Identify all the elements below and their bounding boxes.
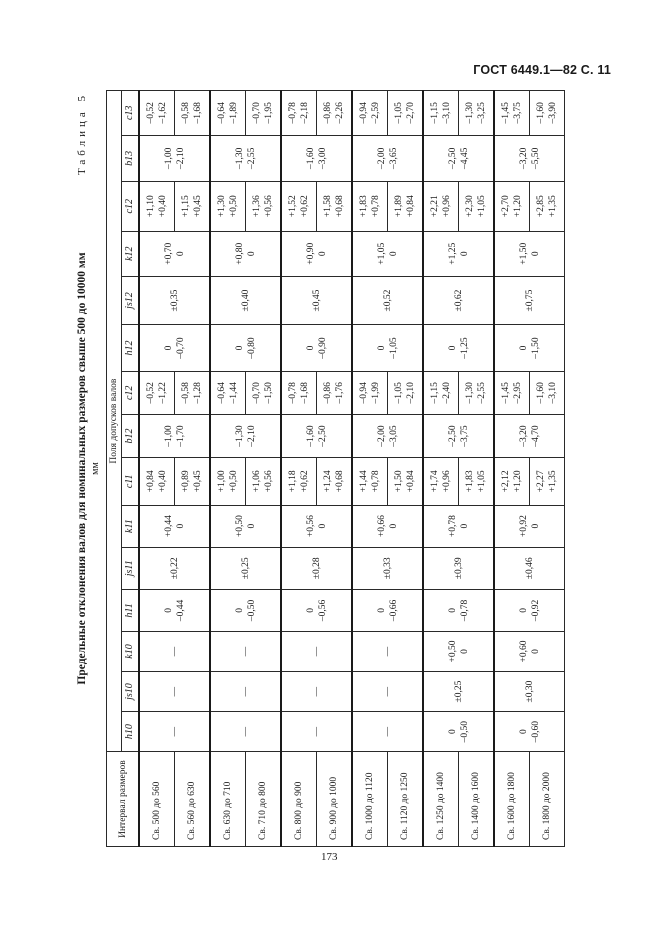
cell-c12b: +2,70 +1,20	[494, 182, 530, 232]
cell-c12b: +1,89 +0,84	[388, 182, 424, 232]
cell-h11: 0 –0,66	[352, 589, 423, 631]
cell-h11: 0 –0,44	[139, 589, 210, 631]
cell-k10: —	[352, 632, 423, 672]
cell-js10: ±0,25	[423, 672, 494, 712]
cell-h10: —	[139, 712, 210, 752]
cell-c11: +1,83 +1,05	[459, 458, 495, 505]
cell-c13: –0,78 –2,18	[281, 91, 317, 136]
cell-h10: —	[352, 712, 423, 752]
cell-k10: +0,60 0	[494, 632, 565, 672]
cell-b13: –2,50 –4,45	[423, 135, 494, 181]
cell-c12b: +2,30 +1,05	[459, 182, 495, 232]
cell-k12: +0,70 0	[139, 231, 210, 276]
cell-js12: ±0,35	[139, 276, 210, 324]
cell-k11: +0,92 0	[494, 505, 565, 547]
cell-k10: +0,50 0	[423, 632, 494, 672]
col-h11: h11	[122, 589, 140, 631]
cell-c13: –0,86 –2,26	[317, 91, 353, 136]
row-range: Св. 1400 до 1600	[459, 752, 495, 847]
table-units: мм	[90, 462, 101, 475]
table-row	[423, 91, 459, 847]
cell-js10: —	[210, 672, 281, 712]
table-body	[139, 91, 565, 847]
cell-c12b: +1,58 +0,68	[317, 182, 353, 232]
cell-h11: 0 –0,92	[494, 589, 565, 631]
cell-c12b: +1,30 +0,50	[210, 182, 246, 232]
cell-c12: –0,58 –1,28	[175, 371, 211, 414]
cell-h12: 0 –0,70	[139, 325, 210, 371]
cell-c12: –1,05 –2,10	[388, 371, 424, 414]
cell-c12: –0,52 –1,22	[139, 371, 175, 414]
cell-c11: +1,44 +0,78	[352, 458, 388, 505]
table-row	[210, 91, 246, 847]
cell-c12b: +1,83 +0,78	[352, 182, 388, 232]
cell-js12: ±0,75	[494, 276, 565, 324]
cell-c11: +2,12 +1,20	[494, 458, 530, 505]
col-c13: c13	[122, 91, 140, 136]
cell-k12: +0,80 0	[210, 231, 281, 276]
col-b13: b13	[122, 135, 140, 181]
cell-b12: –2,50 –3,75	[423, 414, 494, 457]
cell-c11: +1,18 +0,62	[281, 458, 317, 505]
row-range: Св. 1000 до 1120	[352, 752, 388, 847]
cell-c11: +1,00 +0,50	[210, 458, 246, 505]
cell-c11: +1,50 +0,84	[388, 458, 424, 505]
row-range: Св. 900 до 1000	[317, 752, 353, 847]
cell-c12: –1,45 –2,95	[494, 371, 530, 414]
cell-c12b: +1,10 +0,40	[139, 182, 175, 232]
row-range: Св. 800 до 900	[281, 752, 317, 847]
cell-h11: 0 –0,50	[210, 589, 281, 631]
cell-k12: +1,05 0	[352, 231, 423, 276]
cell-h10: 0 –0,60	[494, 712, 565, 752]
cell-js10: —	[281, 672, 352, 712]
cell-h10: —	[281, 712, 352, 752]
cell-k10: —	[210, 632, 281, 672]
cell-h12: 0 –0,90	[281, 325, 352, 371]
cell-c11: +1,06 +0,56	[246, 458, 282, 505]
cell-b12: –1,00 –1,70	[139, 414, 210, 457]
cell-c13: –1,60 –3,90	[530, 91, 565, 136]
cell-c13: –0,58 –1,68	[175, 91, 211, 136]
cell-c12: –1,60 –3,10	[530, 371, 565, 414]
cell-c11: +1,24 +0,68	[317, 458, 353, 505]
cell-c12: –0,94 –1,99	[352, 371, 388, 414]
cell-c13: –0,64 –1,89	[210, 91, 246, 136]
rotated-table-block	[76, 90, 621, 847]
table-title: Предельные отклонения валов для номинальных размеров свыше 500 до 10000 мм	[76, 252, 88, 685]
cell-c13: –0,70 –1,95	[246, 91, 282, 136]
row-range: Св. 1120 до 1250	[388, 752, 424, 847]
cell-c12: –0,70 –1,50	[246, 371, 282, 414]
cell-c12b: +2,85 +1,35	[530, 182, 565, 232]
cell-k12: +1,50 0	[494, 231, 565, 276]
cell-c13: –1,30 –3,25	[459, 91, 495, 136]
col-c12b: c12	[122, 182, 140, 232]
table-row	[352, 91, 388, 847]
cell-h12: 0 –0,80	[210, 325, 281, 371]
cell-k11: +0,56 0	[281, 505, 352, 547]
cell-b13: –2,00 –3,65	[352, 135, 423, 181]
cell-h10: 0 –0,50	[423, 712, 494, 752]
col-b12: b12	[122, 414, 140, 457]
cell-js10: ±0,30	[494, 672, 565, 712]
row-range: Св. 500 до 560	[139, 752, 175, 847]
cell-k11: +0,66 0	[352, 505, 423, 547]
cell-h12: 0 –1,50	[494, 325, 565, 371]
cell-h12: 0 –1,25	[423, 325, 494, 371]
cell-h11: 0 –0,78	[423, 589, 494, 631]
table-row	[139, 91, 175, 847]
cell-h12: 0 –1,05	[352, 325, 423, 371]
document-header: ГОСТ 6449.1—82 С. 11	[473, 63, 611, 77]
cell-c12: –0,86 –1,76	[317, 371, 353, 414]
cell-c12b: +1,52 +0,62	[281, 182, 317, 232]
cell-js11: ±0,39	[423, 547, 494, 589]
cell-c12b: +1,36 +0,56	[246, 182, 282, 232]
interval-header: Интервал размеров	[107, 752, 140, 847]
cell-k10: —	[139, 632, 210, 672]
row-range: Св. 560 до 630	[175, 752, 211, 847]
cell-c11: +1,74 +0,96	[423, 458, 459, 505]
page-number: 173	[321, 851, 338, 863]
row-range: Св. 710 до 800	[246, 752, 282, 847]
col-k12: k12	[122, 231, 140, 276]
cell-js12: ±0,62	[423, 276, 494, 324]
cell-c12b: +1,15 +0,45	[175, 182, 211, 232]
cell-h10: —	[210, 712, 281, 752]
cell-js11: ±0,33	[352, 547, 423, 589]
cell-js10: —	[139, 672, 210, 712]
cell-c12: –0,64 –1,44	[210, 371, 246, 414]
cell-k12: +1,25 0	[423, 231, 494, 276]
cell-c12: –1,30 –2,55	[459, 371, 495, 414]
cell-js11: ±0,28	[281, 547, 352, 589]
cell-b12: –1,30 –2,10	[210, 414, 281, 457]
col-c12: c12	[122, 371, 140, 414]
table-row	[494, 91, 530, 847]
col-h10: h10	[122, 712, 140, 752]
cell-c13: –1,15 –3,10	[423, 91, 459, 136]
cell-c13: –1,45 –3,75	[494, 91, 530, 136]
cell-js11: ±0,46	[494, 547, 565, 589]
cell-js10: —	[352, 672, 423, 712]
cell-b13: –1,30 –2,55	[210, 135, 281, 181]
cell-c11: +2,27 +1,35	[530, 458, 565, 505]
cell-c13: –0,52 –1,62	[139, 91, 175, 136]
row-range: Св. 1800 до 2000	[530, 752, 565, 847]
cell-c13: –1,05 –2,70	[388, 91, 424, 136]
cell-js11: ±0,25	[210, 547, 281, 589]
cell-js12: ±0,40	[210, 276, 281, 324]
cell-k11: +0,78 0	[423, 505, 494, 547]
cell-js12: ±0,52	[352, 276, 423, 324]
table-row	[281, 91, 317, 847]
tolerance-table	[106, 90, 565, 847]
col-js11: js11	[122, 547, 140, 589]
cell-js11: ±0,22	[139, 547, 210, 589]
cell-b12: –1,60 –2,50	[281, 414, 352, 457]
cell-k12: +0,90 0	[281, 231, 352, 276]
cell-c13: –0,94 –2,59	[352, 91, 388, 136]
cell-b13: –1,00 –2,10	[139, 135, 210, 181]
cell-c11: +0,89 +0,45	[175, 458, 211, 505]
row-range: Св. 1250 до 1400	[423, 752, 459, 847]
cell-b12: –2,00 –3,05	[352, 414, 423, 457]
cell-b12: –3,20 –4,70	[494, 414, 565, 457]
cell-js12: ±0,45	[281, 276, 352, 324]
cell-c12: –0,78 –1,68	[281, 371, 317, 414]
cell-b13: –3,20 –5,50	[494, 135, 565, 181]
row-range: Св. 1600 до 1800	[494, 752, 530, 847]
col-k10: k10	[122, 632, 140, 672]
cell-b13: –1,60 –3,00	[281, 135, 352, 181]
col-k11: k11	[122, 505, 140, 547]
table-label: Таблица 5	[76, 92, 88, 176]
cell-c12: –1,15 –2,40	[423, 371, 459, 414]
row-range: Св. 630 до 710	[210, 752, 246, 847]
cell-h11: 0 –0,56	[281, 589, 352, 631]
cell-k10: —	[281, 632, 352, 672]
cell-c12b: +2,21 +0,96	[423, 182, 459, 232]
cell-k11: +0,44 0	[139, 505, 210, 547]
cell-k11: +0,50 0	[210, 505, 281, 547]
col-c11: c11	[122, 458, 140, 505]
col-js10: js10	[122, 672, 140, 712]
cell-c11: +0,84 +0,40	[139, 458, 175, 505]
col-js12: js12	[122, 276, 140, 324]
fields-group-header: Поля допусков валов	[107, 91, 122, 752]
col-h12: h12	[122, 325, 140, 371]
